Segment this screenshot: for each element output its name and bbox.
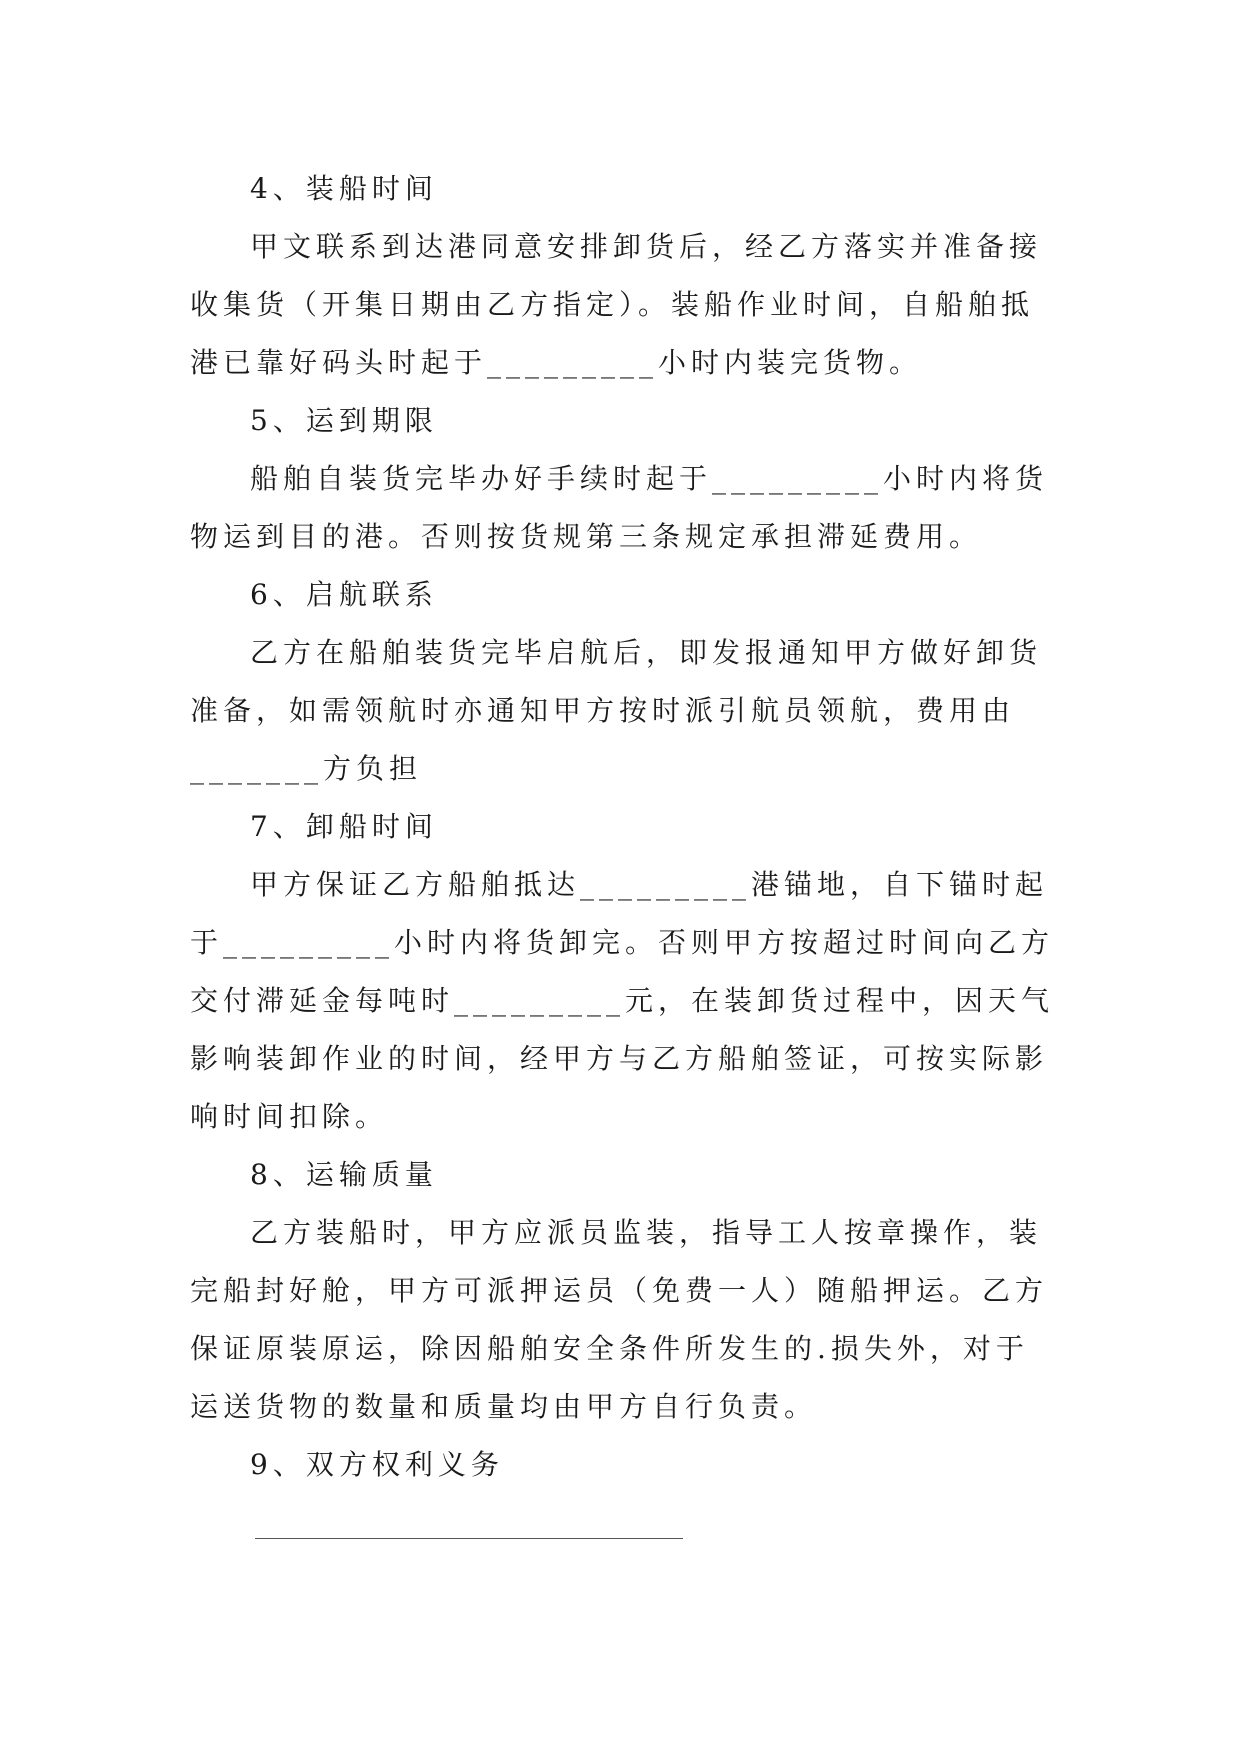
paragraph-line: 运送货物的数量和质量均由甲方自行负责。 [190,1390,818,1423]
paragraph-line: 准备，如需领航时亦通知甲方按时派引航员领航，费用由 [190,694,1016,727]
paragraph-line: 完船封好舱，甲方可派押运员（免费一人）随船押运。乙方 [190,1274,1049,1307]
section-heading-7: 7、卸船时间 [250,810,438,843]
paragraph-line: 影响装卸作业的时间，经甲方与乙方船舶签证，可按实际影 [190,1042,1049,1075]
section-heading-6: 6、启航联系 [250,578,438,611]
paragraph-line: 于_________小时内将货卸完。否则甲方按超过时间向乙方 [190,926,1055,959]
paragraph-line: 甲方保证乙方船舶抵达_________港锚地，自下锚时起 [250,868,1049,901]
paragraph-line: 响时间扣除。 [190,1100,389,1133]
document-body [190,160,1055,1494]
section-heading-4: 4、装船时间 [250,172,438,205]
paragraph-line: 交付滞延金每吨时_________元，在装卸货过程中，因天气 [190,984,1055,1017]
paragraph-line: _______方负担 [190,752,423,785]
paragraph-line: 收集货（开集日期由乙方指定）。装船作业时间，自船舶抵 [190,288,1035,321]
section-heading-9: 9、双方权利义务 [250,1448,504,1481]
paragraph-line: 甲文联系到达港同意安排卸货后，经乙方落实并准备接 [250,230,1043,263]
footnote-divider [255,1538,683,1539]
paragraph-line: 物运到目的港。否则按货规第三条规定承担滞延费用。 [190,520,983,553]
paragraph-line: 港已靠好码头时起于_________小时内装完货物。 [190,346,923,379]
section-heading-5: 5、运到期限 [250,404,438,437]
paragraph-line: 乙方在船舶装货完毕启航后，即发报通知甲方做好卸货 [250,636,1043,669]
paragraph-line: 船舶自装货完毕办好手续时起于_________小时内将货 [250,462,1049,495]
paragraph-line: 保证原装原运，除因船舶安全条件所发生的.损失外，对于 [190,1332,1029,1365]
paragraph-line: 乙方装船时，甲方应派员监装，指导工人按章操作，装 [250,1216,1043,1249]
section-heading-8: 8、运输质量 [250,1158,438,1191]
